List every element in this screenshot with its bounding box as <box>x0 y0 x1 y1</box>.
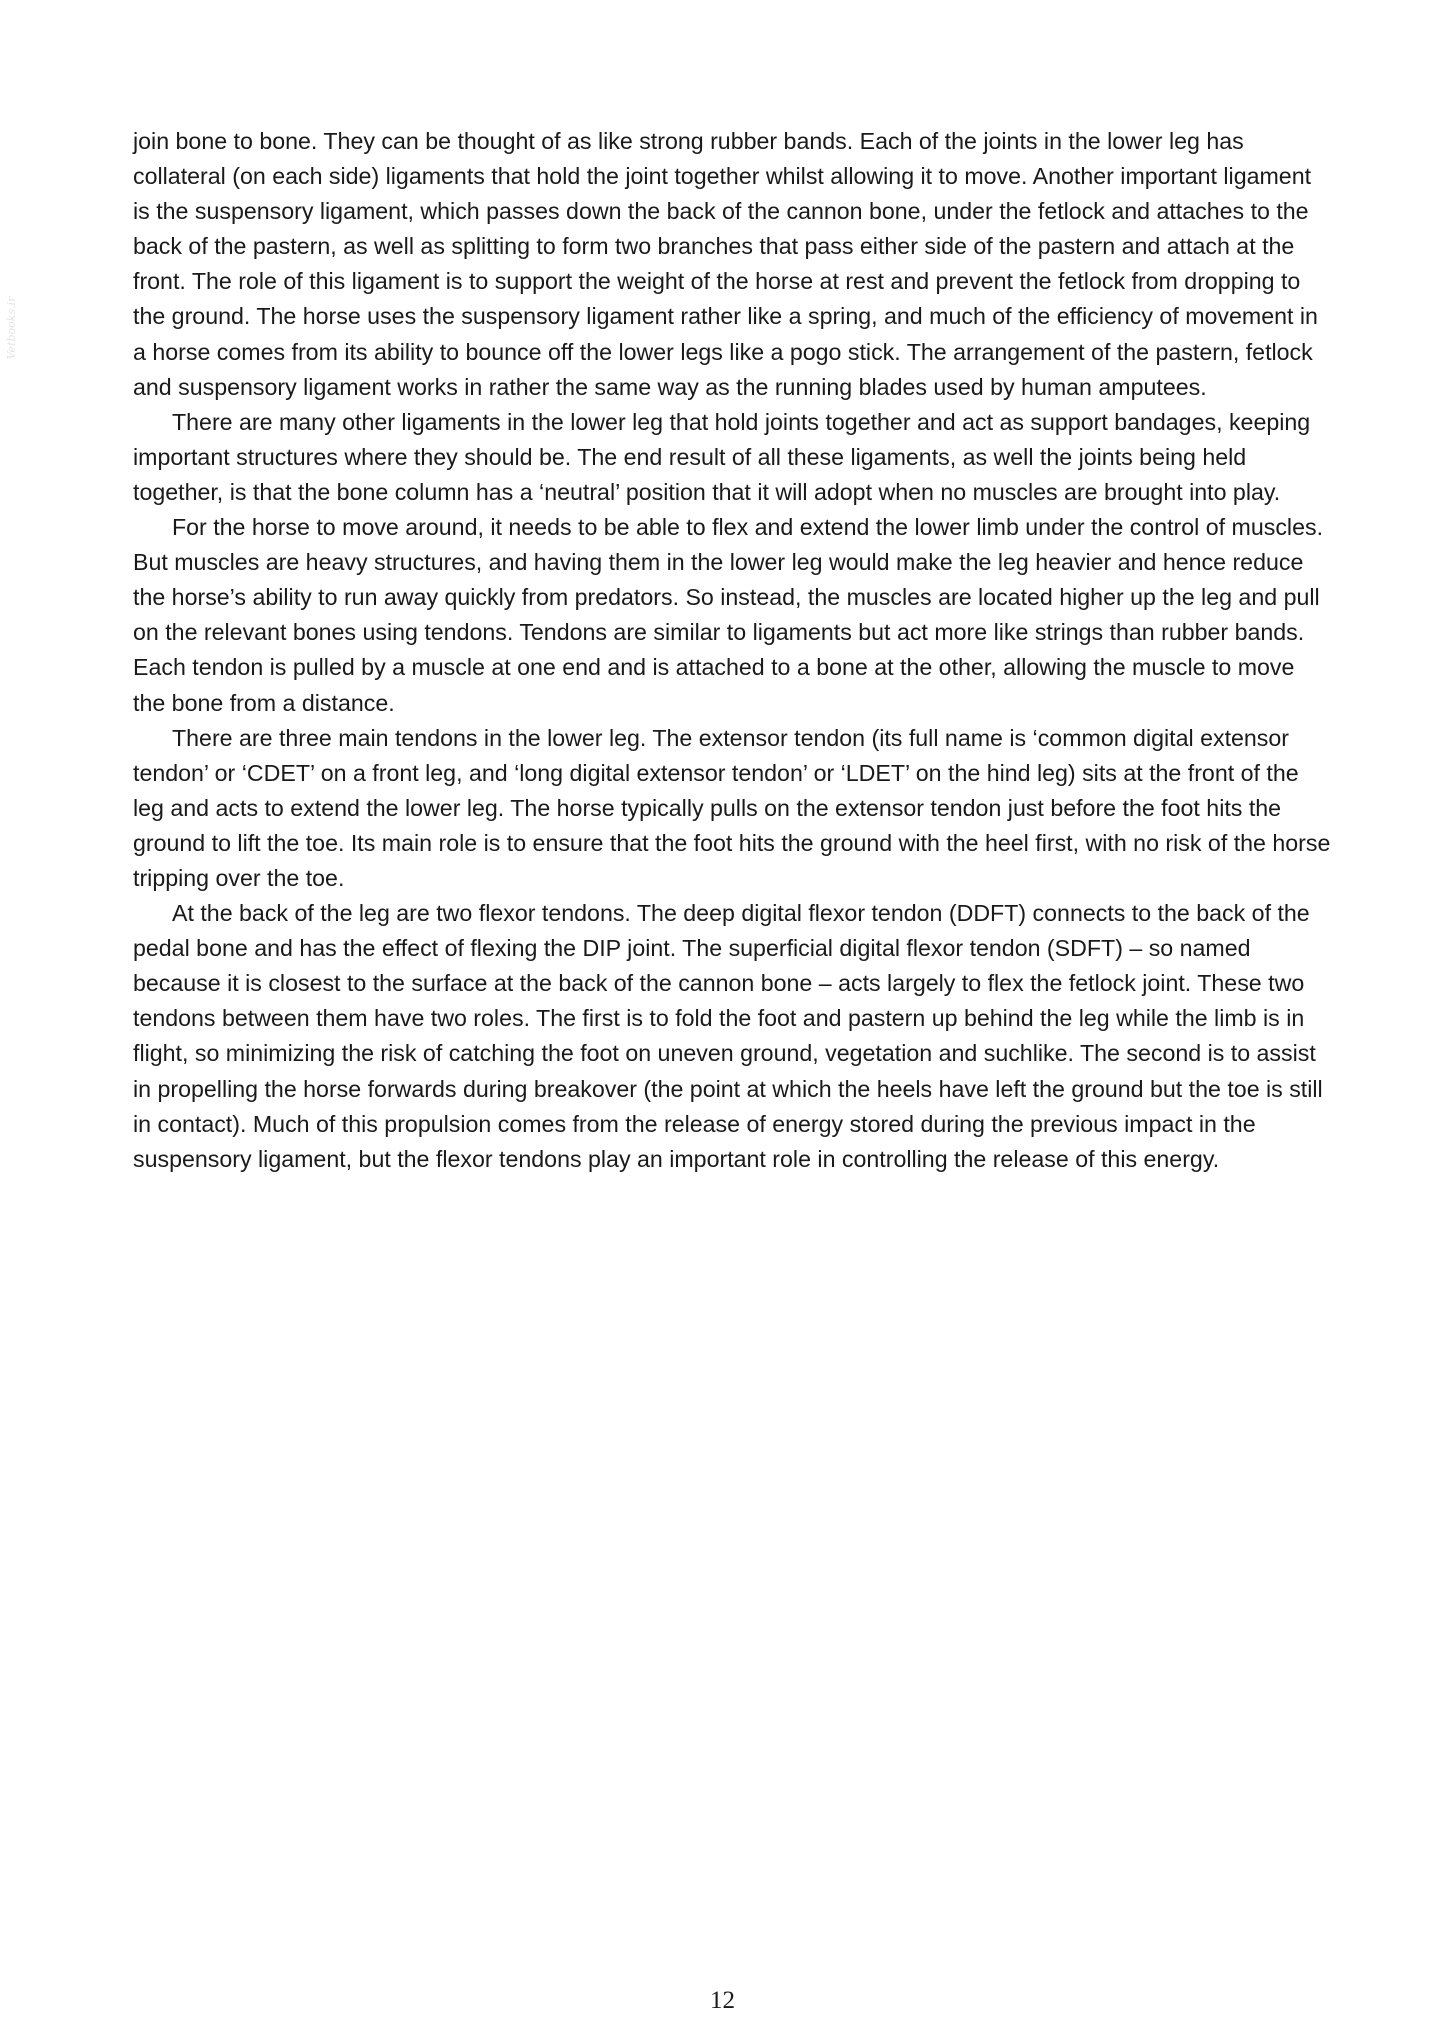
paragraph-2: There are many other ligaments in the lower leg that hold joints together and act as support bandages, keeping important structures where they should be. The end result of all these ligaments, as well the joints being held together, is that the bone column has a ‘neutral’ position that it will adopt when no muscles are brought into play. <box>133 408 1311 505</box>
watermark: Vetbooks.ir <box>5 296 18 360</box>
paragraph-5: At the back of the leg are two flexor tendons. The deep digital flexor tendon (DDFT) connects to the back of the pedal bone and has the effect of flexing the DIP joint. The superficial digital flexor tendon (SDFT) – so named because it is closest to the surface at the back of the cannon bone – acts largely to flex the fetlock joint. These two tendons between them have two roles. The first is to fold the foot and pastern up behind the leg while the limb is in flight, so minimizing the risk of catching the foot on uneven ground, vegetation and suchlike. The second is to assist in propelling the horse forwards during breakover (the point at which the heels have left the ground but the toe is still in contact). Much of this propulsion comes from the release of energy stored during the previous impact in the suspensory ligament, but the flexor tendons play an important role in controlling the release of this energy. <box>133 900 1323 1172</box>
body-text <box>133 124 1333 1177</box>
paragraph-4: There are three main tendons in the lower leg. The extensor tendon (its full name is ‘common digital extensor tendon’ or ‘CDET’ on a front leg, and ‘long digital extensor tendon’ or ‘LDET’ on the hind leg) sits at the front of the leg and acts to extend the lower leg. The horse typically pulls on the extensor tendon just before the foot hits the ground to lift the toe. Its main role is to ensure that the foot hits the ground with the heel first, with no risk of the horse tripping over the toe. <box>133 724 1331 891</box>
page-number: 12 <box>710 1987 735 2014</box>
paragraph-1: join bone to bone. They can be thought of as like strong rubber bands. Each of the joints in the lower leg has collateral (on each side) ligaments that hold the joint together whilst allowing it to move. Another important ligament is the suspensory ligament, which passes down the back of the cannon bone, under the fetlock and attaches to the back of the pastern, as well as splitting to form two branches that pass either side of the pastern and attach at the front. The role of this ligament is to support the weight of the horse at rest and prevent the fetlock from dropping to the ground. The horse uses the suspensory ligament rather like a spring, and much of the efficiency of movement in a horse comes from its ability to bounce off the lower legs like a pogo stick. The arrangement of the pastern, fetlock and suspensory ligament works in rather the same way as the running blades used by human amputees. <box>133 128 1318 400</box>
paragraph-3: For the horse to move around, it needs to be able to flex and extend the lower limb under the control of muscles. But muscles are heavy structures, and having them in the lower leg would make the leg heavier and hence reduce the horse’s ability to run away quickly from predators. So instead, the muscles are located higher up the leg and pull on the relevant bones using tendons. Tendons are similar to ligaments but act more like strings than rubber bands. Each tendon is pulled by a muscle at one end and is attached to a bone at the other, allowing the muscle to move the bone from a distance. <box>133 514 1324 716</box>
